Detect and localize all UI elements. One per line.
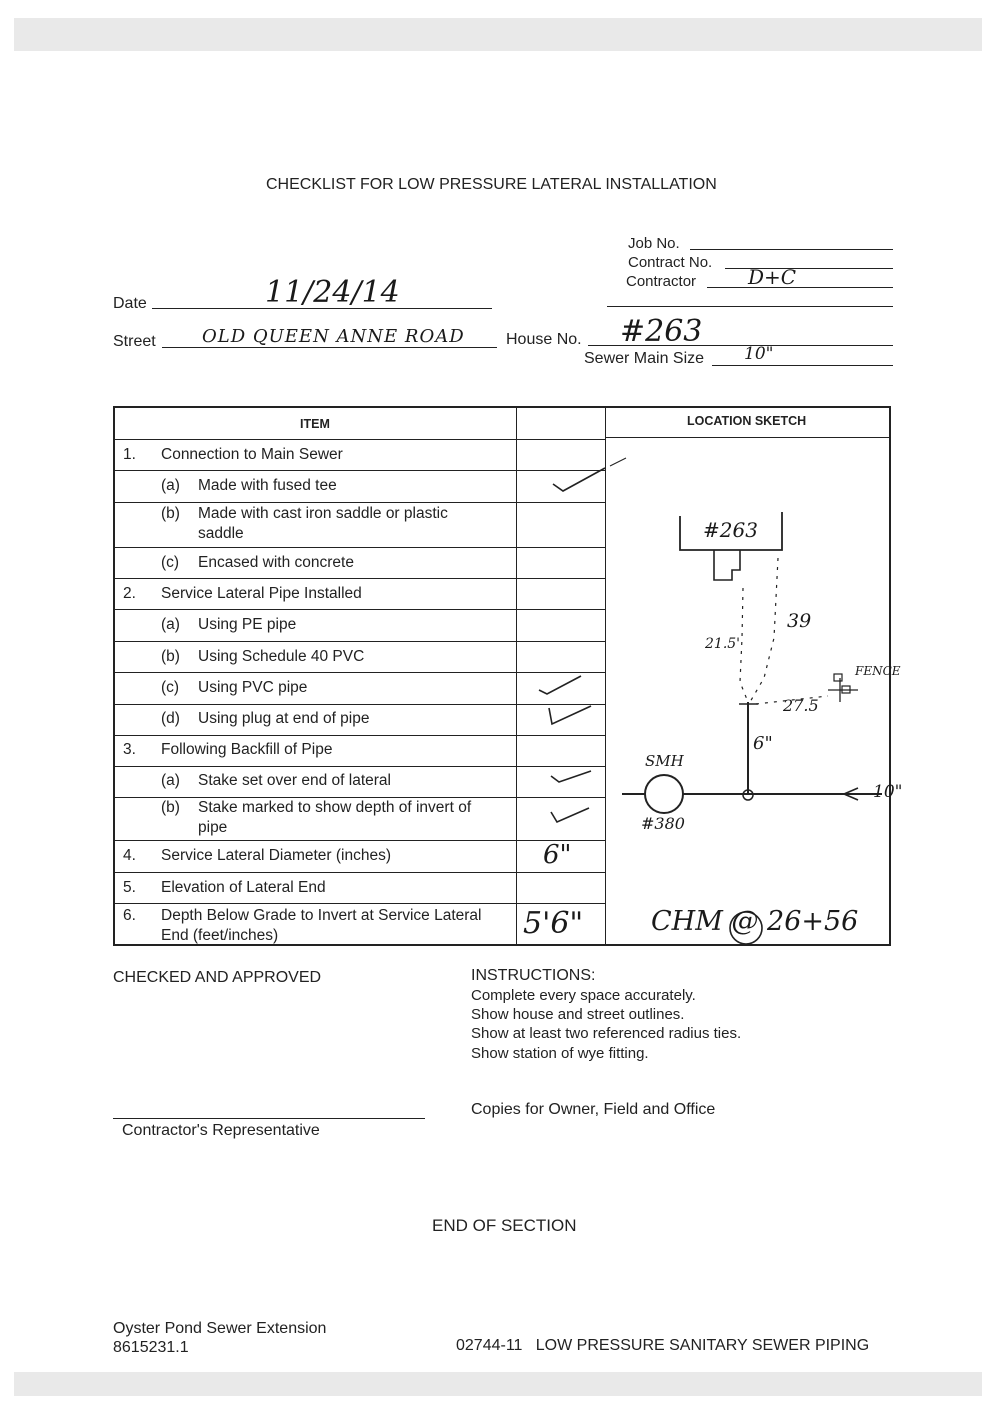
row-rule bbox=[115, 704, 605, 705]
row-rule bbox=[115, 872, 605, 873]
instruction-line: Complete every space accurately. bbox=[471, 987, 696, 1004]
row-number: 6. bbox=[123, 907, 136, 924]
page-title: CHECKLIST FOR LOW PRESSURE LATERAL INSTALLATION bbox=[266, 176, 717, 193]
sewer-main-size-label: Sewer Main Size bbox=[584, 350, 705, 367]
row-text-cont: pipe bbox=[198, 819, 228, 836]
project-number: 8615231.1 bbox=[113, 1339, 189, 1356]
fence-line bbox=[828, 678, 858, 702]
row-sub: (b) bbox=[161, 505, 180, 522]
row-text: Following Backfill of Pipe bbox=[161, 741, 333, 758]
house-bump-outline bbox=[714, 550, 740, 580]
sketch-smh-number: #380 bbox=[641, 814, 685, 833]
row-text: Using Schedule 40 PVC bbox=[198, 648, 365, 665]
location-sketch bbox=[606, 438, 890, 944]
row-rule bbox=[115, 578, 605, 579]
row-rule bbox=[115, 547, 605, 548]
sketch-pipe-size: 6" bbox=[753, 733, 773, 754]
sketch-station: CHM @ 26+56 bbox=[651, 906, 859, 937]
row-rule bbox=[115, 840, 605, 841]
scan-band-top bbox=[14, 18, 982, 51]
house-no-label: House No. bbox=[506, 331, 582, 348]
sketch-dist-2: 39 bbox=[787, 610, 812, 632]
check-mark-icon bbox=[535, 672, 585, 698]
depth-to-invert-value: 5'6" bbox=[523, 906, 584, 941]
end-of-section: END OF SECTION bbox=[432, 1216, 577, 1235]
row-sub: (a) bbox=[161, 477, 180, 494]
stray-mark bbox=[610, 458, 626, 466]
sketch-house-label: #263 bbox=[703, 518, 758, 542]
street-label: Street bbox=[113, 333, 156, 350]
contractor-line-2 bbox=[607, 306, 893, 307]
sketch-main-size: 10" bbox=[873, 782, 903, 802]
street-line bbox=[162, 347, 497, 348]
row-sub: (d) bbox=[161, 710, 180, 727]
row-number: 4. bbox=[123, 847, 136, 864]
row-sub: (c) bbox=[161, 679, 180, 696]
row-number: 3. bbox=[123, 741, 136, 758]
check-mark-icon bbox=[547, 766, 595, 788]
check-mark-icon bbox=[549, 462, 609, 496]
row-text-cont: saddle bbox=[198, 525, 244, 542]
row-text: Elevation of Lateral End bbox=[161, 879, 326, 896]
row-text: Made with fused tee bbox=[198, 477, 337, 494]
sketch-smh-label: SMH bbox=[645, 752, 684, 770]
instruction-line: Show at least two referenced radius ties. bbox=[471, 1025, 742, 1042]
row-text: Service Lateral Pipe Installed bbox=[161, 585, 362, 602]
checklist-table bbox=[113, 406, 903, 946]
date-line bbox=[152, 308, 492, 309]
row-sub: (c) bbox=[161, 554, 180, 571]
row-rule bbox=[115, 641, 605, 642]
row-text: Using PE pipe bbox=[198, 616, 297, 633]
sketch-header: LOCATION SKETCH bbox=[687, 414, 807, 428]
row-rule bbox=[115, 439, 605, 440]
contractor-line bbox=[707, 287, 893, 288]
date-label: Date bbox=[113, 295, 147, 312]
sewer-main-size-line bbox=[712, 365, 893, 366]
row-rule bbox=[115, 903, 605, 904]
project-name: Oyster Pond Sewer Extension bbox=[113, 1320, 327, 1337]
house-no-line bbox=[588, 345, 893, 346]
row-rule bbox=[115, 766, 605, 767]
row-number: 2. bbox=[123, 585, 136, 602]
tie-line-2 bbox=[750, 558, 778, 702]
row-sub: (a) bbox=[161, 772, 180, 789]
scan-band-bottom bbox=[14, 1372, 982, 1396]
job-no-label: Job No. bbox=[628, 235, 680, 252]
copies-note: Copies for Owner, Field and Office bbox=[471, 1101, 716, 1118]
row-text: Made with cast iron saddle or plastic bbox=[198, 505, 448, 522]
row-text-cont: End (feet/inches) bbox=[161, 927, 279, 944]
row-text: Using PVC pipe bbox=[198, 679, 308, 696]
tie-line-1 bbox=[740, 588, 748, 702]
house-no-value: #263 bbox=[620, 314, 703, 349]
contract-no-label: Contract No. bbox=[628, 254, 713, 271]
row-sub: (a) bbox=[161, 616, 180, 633]
row-rule bbox=[115, 797, 605, 798]
signature-line bbox=[113, 1118, 425, 1119]
row-text: Depth Below Grade to Invert at Service Lateral bbox=[161, 907, 482, 924]
sewer-main-size-value: 10" bbox=[744, 344, 774, 364]
col-divider-1 bbox=[516, 408, 517, 944]
contractor-rep-label: Contractor's Representative bbox=[122, 1122, 320, 1139]
row-rule bbox=[115, 502, 605, 503]
instruction-line: Show house and street outlines. bbox=[471, 1006, 685, 1023]
lateral-diameter-value: 6" bbox=[543, 840, 572, 870]
checked-approved-label: CHECKED AND APPROVED bbox=[113, 969, 322, 986]
sketch-dist-3: 27.5 bbox=[783, 696, 819, 715]
row-text: Service Lateral Diameter (inches) bbox=[161, 847, 392, 864]
date-value: 11/24/14 bbox=[265, 275, 400, 310]
check-mark-icon bbox=[547, 804, 593, 828]
row-rule bbox=[115, 735, 605, 736]
check-mark-icon bbox=[545, 702, 595, 728]
instructions-title: INSTRUCTIONS: bbox=[471, 967, 596, 984]
row-text: Stake set over end of lateral bbox=[198, 772, 392, 789]
instruction-line: Show station of wye fitting. bbox=[471, 1045, 649, 1062]
manhole-icon bbox=[645, 775, 683, 813]
row-sub: (b) bbox=[161, 648, 180, 665]
row-text: Encased with concrete bbox=[198, 554, 354, 571]
sketch-fence-label: FENCE bbox=[855, 664, 901, 678]
row-text: Stake marked to show depth of invert of bbox=[198, 799, 472, 816]
job-no-line bbox=[690, 249, 893, 250]
fence-post-icon bbox=[834, 674, 842, 681]
row-text: Using plug at end of pipe bbox=[198, 710, 370, 727]
row-rule bbox=[115, 609, 605, 610]
row-sub: (b) bbox=[161, 799, 180, 816]
row-number: 1. bbox=[123, 446, 136, 463]
section-reference: 02744-11 LOW PRESSURE SANITARY SEWER PIPING bbox=[456, 1337, 870, 1354]
row-text: Connection to Main Sewer bbox=[161, 446, 343, 463]
item-header: ITEM bbox=[300, 417, 330, 431]
sketch-dist-1: 21.5' bbox=[705, 636, 741, 652]
street-value: OLD QUEEN ANNE ROAD bbox=[202, 326, 465, 347]
row-number: 5. bbox=[123, 879, 136, 896]
row-rule bbox=[115, 470, 605, 471]
contractor-label: Contractor bbox=[626, 273, 697, 290]
contractor-value: D+C bbox=[748, 265, 797, 289]
row-rule bbox=[115, 672, 605, 673]
